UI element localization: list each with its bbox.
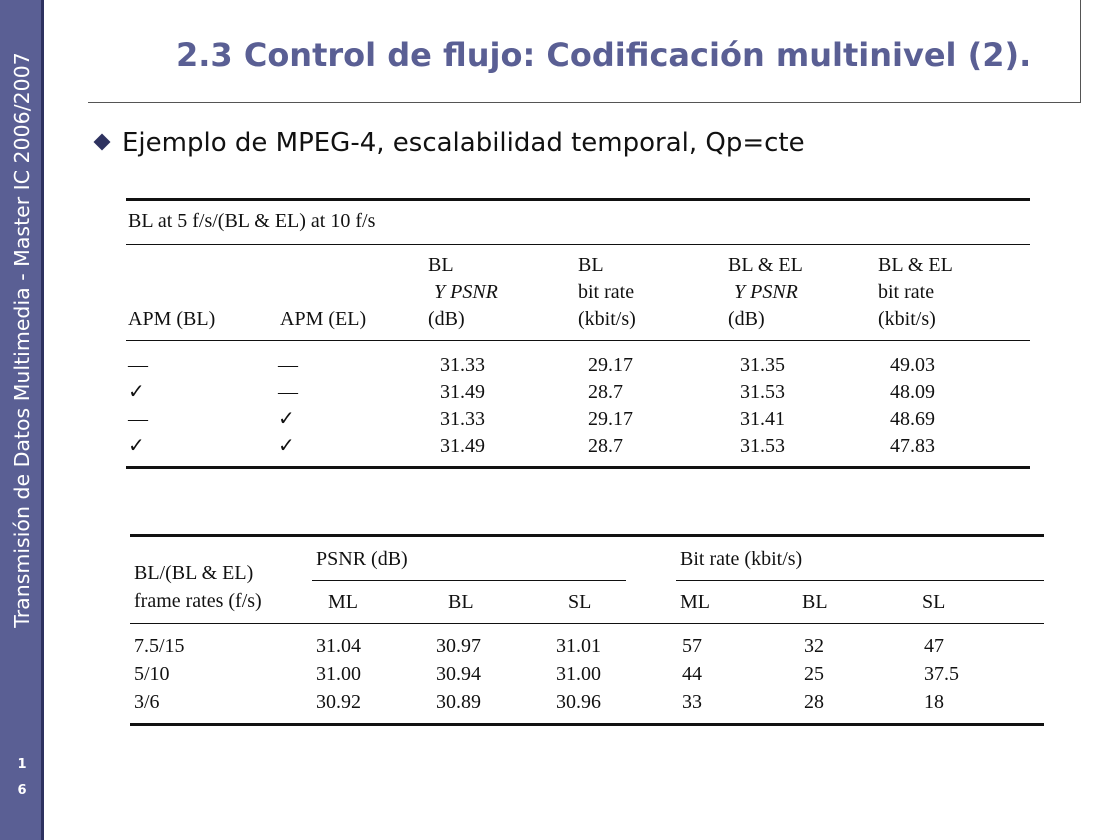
table1-header-apm-bl: APM (BL) (128, 308, 216, 330)
slide-number-digit-1: 1 (17, 757, 27, 772)
table2-r3-c2: 30.92 (316, 691, 361, 713)
table2-bitrate-group-rule (676, 580, 1044, 581)
table1-r1-c4: 29.17 (588, 354, 633, 376)
table1-header-bl-psnr-line1: BL (428, 254, 454, 276)
table1-r4-c4: 28.7 (588, 435, 623, 457)
slide-number-digit-2: 6 (17, 783, 27, 798)
table1-header-blel-rate-line2: bit rate (878, 281, 935, 303)
table1-header-blel-rate-line3: (kbit/s) (878, 308, 936, 330)
table1-r3-c6: 48.69 (890, 408, 935, 430)
table1-r4-c2: ✓ (278, 435, 295, 457)
table2-sub-rate-sl: SL (922, 591, 946, 613)
table1-r3-c3: 31.33 (440, 408, 485, 430)
table2-group-psnr: PSNR (dB) (316, 548, 408, 570)
table2-r2-c4: 31.00 (556, 663, 601, 685)
table2-r3-c3: 30.89 (436, 691, 481, 713)
table2-r3-c1: 3/6 (134, 691, 160, 713)
table2-r1-c2: 31.04 (316, 635, 361, 657)
table1-r4-c3: 31.49 (440, 435, 485, 457)
title-divider (88, 102, 1080, 103)
table2-r2-c5: 44 (682, 663, 702, 685)
table1-r1-c5: 31.35 (740, 354, 785, 376)
bullet-item (96, 128, 805, 158)
table1-caption: BL at 5 f/s/(BL & EL) at 10 f/s (128, 210, 376, 232)
table1-r1-c3: 31.33 (440, 354, 485, 376)
table2-r3-c5: 33 (682, 691, 702, 713)
sidebar (0, 0, 44, 840)
table1-header-bl-rate-line1: BL (578, 254, 604, 276)
table2-group-bitrate: Bit rate (kbit/s) (680, 548, 803, 570)
table1-header-blel-psnr-line2: Y PSNR (734, 281, 798, 303)
table1-r4-c1: ✓ (128, 435, 145, 457)
table1-header-rule (126, 340, 1030, 341)
title-divider-vertical (1080, 0, 1081, 103)
table2-sub-psnr-sl: SL (568, 591, 592, 613)
table1-header-blel-rate-line1: BL & EL (878, 254, 953, 276)
bullet-text: Ejemplo de MPEG-4, escalabilidad temporal, Qp=cte (122, 128, 805, 158)
table2-psnr-group-rule (312, 580, 626, 581)
table1-r4-c5: 31.53 (740, 435, 785, 457)
table2-r1-c6: 32 (804, 635, 824, 657)
table1-top-rule (126, 198, 1030, 201)
sidebar-course-title: Transmisión de Datos Multimedia - Master IC 2006/2007 (10, 52, 34, 628)
table1-r2-c2: — (278, 381, 298, 403)
slide-title: 2.3 Control de flujo: Codificación multinivel (2). (176, 36, 1032, 74)
table2-rowheader-line1: BL/(BL & EL) (134, 562, 254, 584)
table1-header-bl-rate-line3: (kbit/s) (578, 308, 636, 330)
table2-sub-rate-bl: BL (802, 591, 828, 613)
table1-header-blel-psnr-line1: BL & EL (728, 254, 803, 276)
table1-r2-c5: 31.53 (740, 381, 785, 403)
table1-r2-c4: 28.7 (588, 381, 623, 403)
table1-header-apm-el: APM (EL) (280, 308, 367, 330)
table2-sub-psnr-ml: ML (328, 591, 358, 613)
table2-r3-c4: 30.96 (556, 691, 601, 713)
table2-r1-c1: 7.5/15 (134, 635, 185, 657)
table1-r2-c1: ✓ (128, 381, 145, 403)
table1-r1-c2: — (278, 354, 298, 376)
table2-sub-psnr-bl: BL (448, 591, 474, 613)
table1-header-bl-rate-line2: bit rate (578, 281, 635, 303)
table1-r2-c6: 48.09 (890, 381, 935, 403)
table2-r2-c2: 31.00 (316, 663, 361, 685)
table1-header-blel-psnr-line3: (dB) (728, 308, 765, 330)
table2-top-rule (130, 534, 1044, 537)
table2-r1-c5: 57 (682, 635, 702, 657)
table2-r3-c6: 28 (804, 691, 824, 713)
table1-header-bl-psnr-line2: Y PSNR (434, 281, 498, 303)
table1-r1-c1: — (128, 354, 148, 376)
table2-header-rule (130, 623, 1044, 624)
table2-rowheader-line2: frame rates (f/s) (134, 590, 262, 612)
table1-header-bl-psnr-line3: (dB) (428, 308, 465, 330)
table1-r4-c6: 47.83 (890, 435, 935, 457)
table2-r2-c1: 5/10 (134, 663, 170, 685)
diamond-bullet-icon (94, 134, 111, 151)
table1-r1-c6: 49.03 (890, 354, 935, 376)
table2-r1-c7: 47 (924, 635, 944, 657)
table1-r3-c2: ✓ (278, 408, 295, 430)
table2-r1-c4: 31.01 (556, 635, 601, 657)
table1-caption-rule (126, 244, 1030, 245)
table1-r3-c5: 31.41 (740, 408, 785, 430)
table1-r2-c3: 31.49 (440, 381, 485, 403)
table1-r3-c1: — (128, 408, 148, 430)
table2-sub-rate-ml: ML (680, 591, 710, 613)
table1-r3-c4: 29.17 (588, 408, 633, 430)
table2-r2-c7: 37.5 (924, 663, 959, 685)
table2-r2-c6: 25 (804, 663, 824, 685)
table2-r2-c3: 30.94 (436, 663, 481, 685)
table2-r3-c7: 18 (924, 691, 944, 713)
table1-bottom-rule (126, 466, 1030, 469)
table2-r1-c3: 30.97 (436, 635, 481, 657)
table2-bottom-rule (130, 723, 1044, 726)
